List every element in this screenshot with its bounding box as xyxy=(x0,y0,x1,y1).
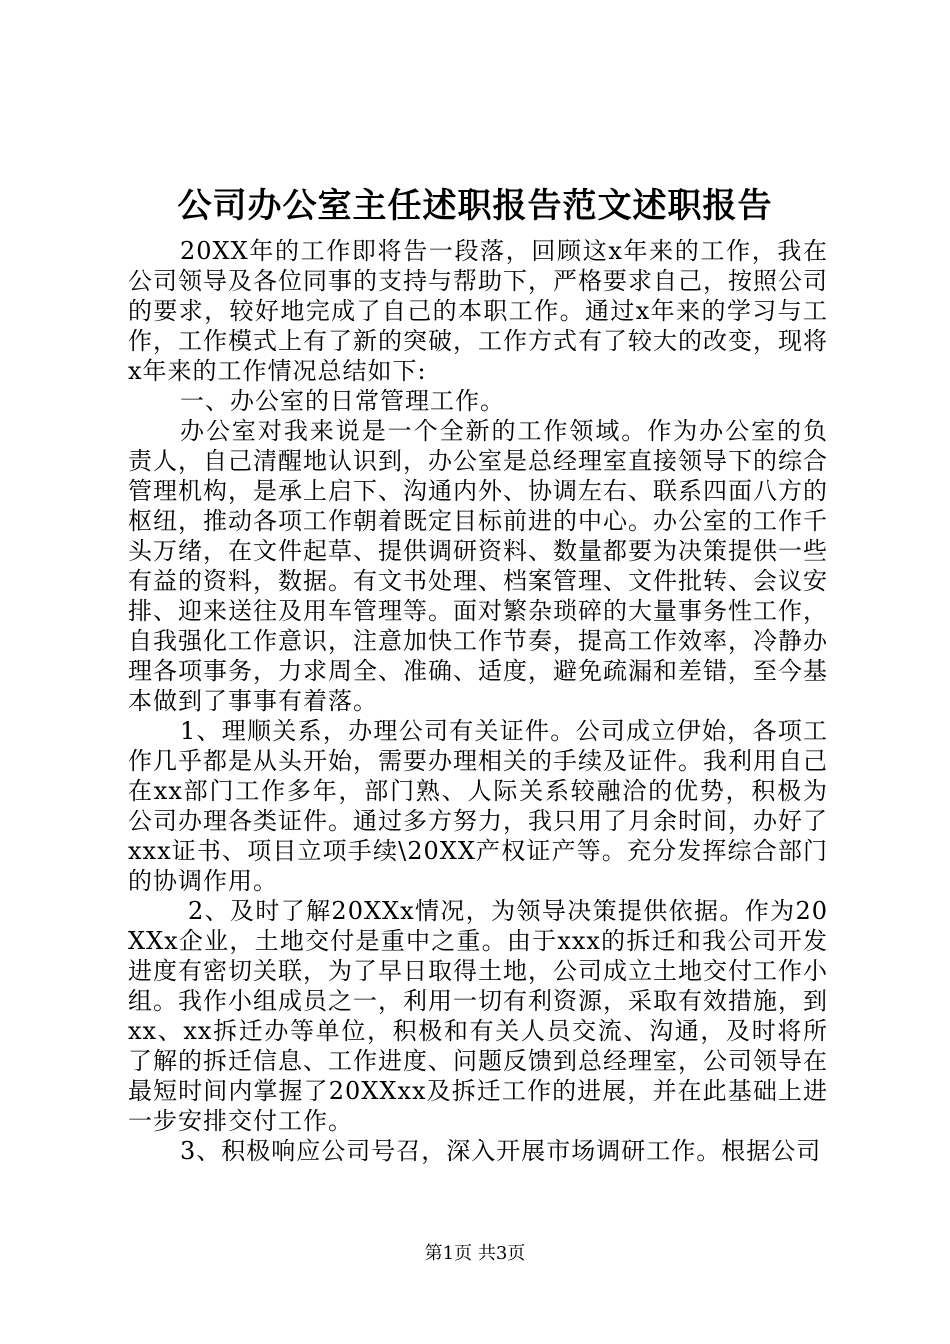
section-heading-1: 一、办公室的日常管理工作。 xyxy=(180,387,505,415)
paragraph-office-work: 办公室对我来说是一个全新的工作领域。作为办公室的负责人，自己清醒地认识到，办公室是总经理室直接领导下的综合管理机构，是承上启下、沟通内外、协调左右、联系四面八方的枢纽，推动各项工作朝着既定目标前进的中心。办公室的工作千头万绪，在文件起草、提供调研资料、数量都要为决策提供一些有益的资料，数据。有文书处理、档案管理、文件批转、会议安排、迎来送往及用车管理等。面对繁杂琐碎的大量事务性工作，自我强化工作意识，注意加快工作节奏，提高工作效率，冷静办理各项事务，力求周全、准确、适度，避免疏漏和差错，至今基本做到了事事有着落。 xyxy=(128,417,828,715)
paragraph-item-3: 3、积极响应公司号召，深入开展市场调研工作。根据公司 xyxy=(180,1137,822,1165)
paragraph-item-1: 1、理顺关系，办理公司有关证件。公司成立伊始，各项工作几乎都是从头开始，需要办理相关的手续及证件。我利用自己在xx部门工作多年，部门熟、人际关系较融洽的优势，积极为公司办理各类证件。通过多方努力，我只用了月余时间，办好了xxx证书、项目立项手续\20XX产权证产等。充分发挥综合部门的协调作用。 xyxy=(128,717,828,895)
page-number-footer: 第1页 共3页 xyxy=(424,1243,526,1264)
paragraph-item-2: 2、及时了解20XXx情况，为领导决策提供依据。作为20XXx企业，土地交付是重中之重。由于xxx的拆迁和我公司开发进度有密切关联，为了早日取得土地，公司成立土地交付工作小组。我作小组成员之一，利用一切有利资源，采取有效措施，到xx、xx拆迁办等单位，积极和有关人员交流、沟通，及时将所了解的拆迁信息、工作进度、问题反馈到总经理室，公司领导在最短时间内掌握了20XXxx及拆迁工作的进展，并在此基础上进一步安排交付工作。 xyxy=(128,897,828,1135)
paragraph-intro: 20XX年的工作即将告一段落，回顾这x年来的工作，我在公司领导及各位同事的支持与帮助下，严格要求自己，按照公司的要求，较好地完成了自己的本职工作。通过x年来的学习与工作，工作模式上有了新的突破，工作方式有了较大的改变，现将x年来的工作情况总结如下: xyxy=(128,237,828,385)
document-body xyxy=(128,236,828,1166)
document-title: 公司办公室主任述职报告范文述职报告 xyxy=(177,186,773,226)
